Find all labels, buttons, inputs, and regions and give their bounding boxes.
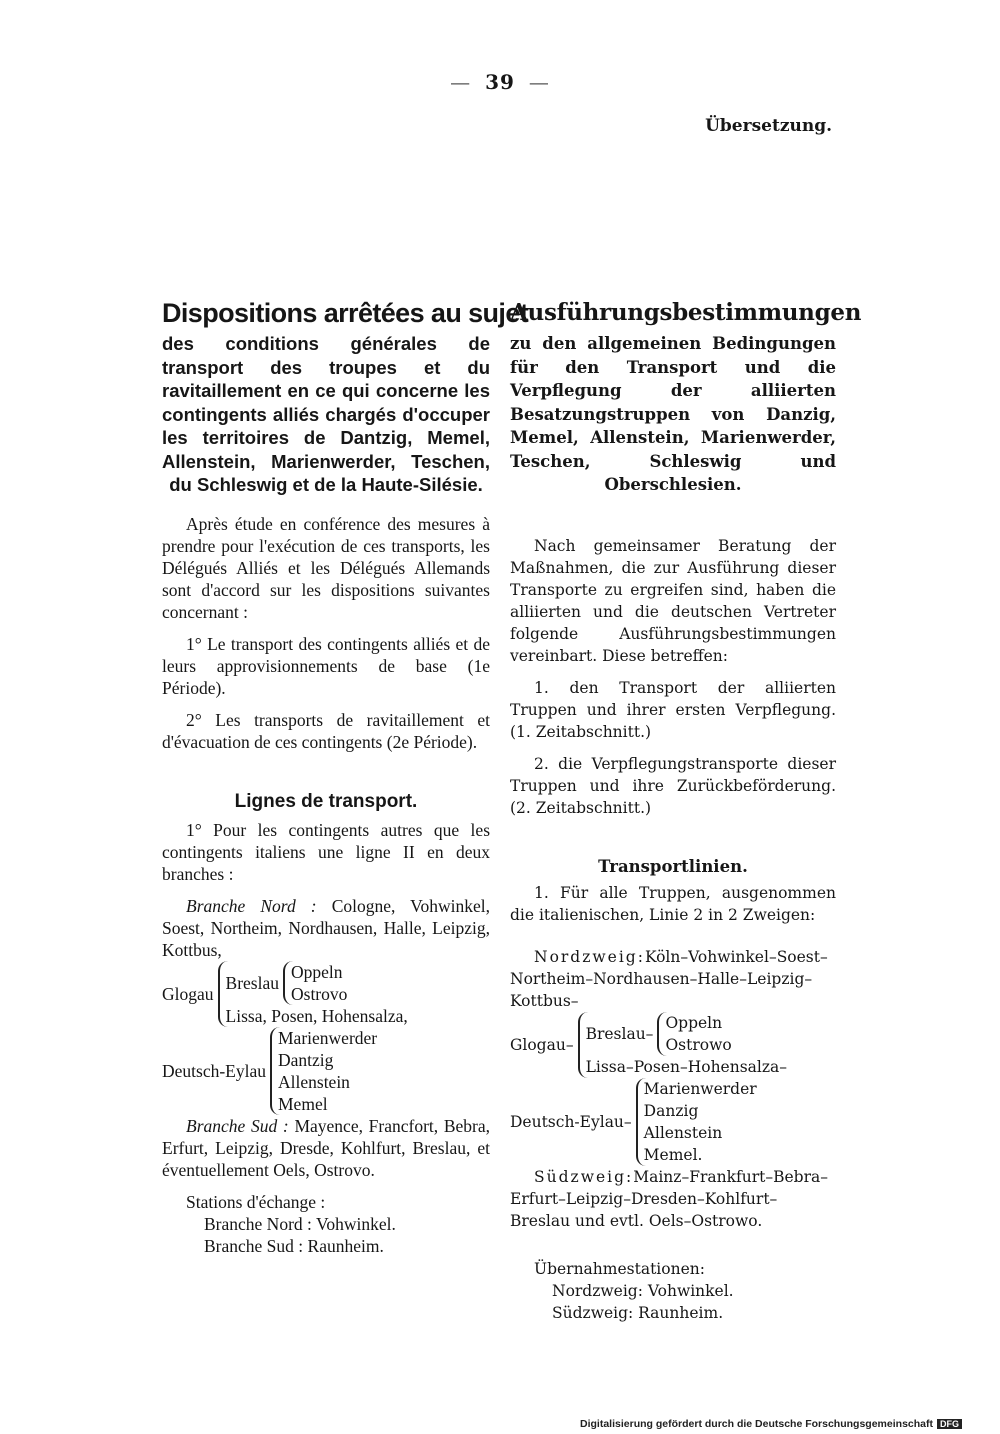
french-item-1: 1° Le transport des contingents alliés et de leurs approvisionnements de base (1e Période). [162, 633, 490, 698]
german-glogau-group [510, 1012, 836, 1078]
german-allenstein: Allenstein [643, 1123, 723, 1142]
dfg-logo: DFG [937, 1419, 962, 1429]
german-branch-nord [510, 946, 836, 1012]
german-lissa-line: Lissa–Posen–Hohensalza– [585, 1057, 788, 1076]
german-glogau-brace [578, 1012, 787, 1078]
german-branch-sud-text: Mainz–Frankfurt–Bebra–Erfurt–Leipzig–Dresden–Kohlfurt–Breslau und evtl. Oels–Ostrowo. [510, 1167, 828, 1230]
german-marienwerder: Marienwerder [643, 1079, 757, 1098]
german-deutsch-eylau: Deutsch-Eylau– [510, 1112, 632, 1131]
french-ostrovo: Ostrovo [291, 983, 348, 1004]
french-memel: Memel [278, 1093, 328, 1114]
french-subtitle: des conditions générales de transport des troupes et du ravitaillement en ce qui concerne les contingents alliés chargés d'occuper les territoires de Dantzig, Memel, Allenstein, Marienwerder, Teschen, du Schleswig et de la Haute-Silésie. [162, 333, 490, 495]
german-section-title: Transportlinien. [598, 856, 748, 876]
french-breslau-group [226, 961, 408, 1005]
page-number [0, 70, 1000, 94]
french-breslau-brace [283, 961, 347, 1005]
german-routes [510, 946, 836, 1232]
french-branch-sud [162, 1115, 490, 1181]
german-station-nord: Nordzweig: Vohwinkel. [552, 1281, 734, 1300]
german-breslau: Breslau– [585, 1024, 654, 1043]
page-number-value: 39 [485, 70, 515, 94]
french-station-sud: Branche Sud : Raunheim. [204, 1235, 384, 1256]
german-station-sud: Südzweig: Raunheim. [552, 1303, 724, 1322]
french-line-intro: 1° Pour les contingents autres que les contingents italiens une ligne II en deux branches : [162, 819, 490, 884]
french-glogau-group [162, 961, 490, 1027]
french-item-2: 2° Les transports de ravitaillement et d'évacuation de ces contingents (2e Période). [162, 709, 490, 752]
french-stations-title: Stations d'échange : [186, 1191, 326, 1212]
translation-label: Übersetzung. [705, 116, 832, 136]
german-item-1: 1. den Transport der alliierten Truppen und ihrer ersten Verpflegung. (1. Zeitabschnitt.) [510, 678, 836, 741]
french-branch-nord [162, 895, 490, 961]
footer-credit [580, 1418, 962, 1430]
german-branch-nord-text: Köln–Vohwinkel–Soest–Northeim–Nordhausen–Halle–Leipzig–Kottbus– [510, 947, 828, 1010]
french-intro: Après étude en conférence des mesures à prendre pour l'exécution de ces transports, les Délégués Alliés et les Délégués Allemands sont d'accord sur les dispositions suivantes concernant : [162, 513, 490, 622]
french-branch-sud-label: Branche Sud : [186, 1115, 289, 1136]
german-stations-title: Übernahmestationen: [534, 1259, 705, 1278]
german-breslau-group [586, 1012, 787, 1056]
german-breslau-brace [657, 1012, 731, 1056]
german-glogau: Glogau– [510, 1035, 574, 1054]
german-deutsch-eylau-brace [636, 1078, 757, 1166]
french-title: Dispositions arrêtées au sujet [162, 298, 529, 328]
french-deutsch-eylau-brace [270, 1027, 377, 1115]
french-breslau: Breslau [225, 972, 279, 993]
german-branch-sud [510, 1166, 836, 1232]
french-routes [162, 895, 490, 1181]
french-oppeln: Oppeln [291, 961, 343, 982]
french-glogau: Glogau [162, 983, 214, 1004]
footer-text: Digitalisierung gefördert durch die Deutsche Forschungsgemeinschaft [580, 1418, 933, 1430]
french-branch-sud-text: Mayence, Francfort, Bebra, Erfurt, Leipzig, Dresde, Kohlfurt, Breslau, et éventuellement Oels, Ostrovo. [162, 1115, 490, 1180]
german-oppeln: Oppeln [665, 1013, 723, 1032]
german-column [510, 298, 862, 1324]
french-deutsch-eylau: Deutsch-Eylau [162, 1060, 266, 1081]
french-column [162, 298, 529, 1257]
french-marienwerder: Marienwerder [278, 1027, 378, 1048]
german-intro: Nach gemeinsamer Beratung der Maßnahmen, die zur Ausführung dieser Transporte zu ergreifen sind, haben die alliierten und die deutschen Vertreter folgende Ausführungsbestimmungen vereinbart. Diese betreffen: [510, 536, 836, 665]
french-branch-nord-label: Branche Nord : [186, 895, 317, 916]
french-glogau-brace [218, 961, 408, 1027]
german-line-intro: 1. Für alle Truppen, ausgenommen die italienischen, Linie 2 in 2 Zweigen: [510, 883, 836, 924]
page-dash-right: — [528, 70, 550, 94]
french-allenstein: Allenstein [278, 1071, 350, 1092]
french-deutsch-eylau-group [162, 1027, 490, 1115]
german-danzig: Danzig [643, 1101, 699, 1120]
german-ostrowo: Ostrowo [665, 1035, 732, 1054]
page-dash-left: — [450, 70, 472, 94]
german-branch-sud-label: Südzweig: [534, 1167, 634, 1186]
german-title: Ausführungsbestimmungen [510, 299, 862, 326]
french-dantzig: Dantzig [278, 1049, 334, 1070]
french-station-nord: Branche Nord : Vohwinkel. [204, 1213, 396, 1234]
french-lissa-line: Lissa, Posen, Hohensalza, [225, 1005, 408, 1026]
german-subtitle: zu den allgemeinen Bedingungen für den Transport und die Verpflegung der alliierten Besatzungstruppen von Danzig, Memel, Allenstein, Marienwerder, Teschen, Schleswig und Oberschlesien. [510, 334, 836, 494]
german-branch-nord-label: Nordzweig: [534, 947, 645, 966]
german-deutsch-eylau-group [510, 1078, 836, 1166]
german-item-2: 2. die Verpflegungstransporte dieser Truppen und ihre Zurückbeförderung. (2. Zeitabschnitt.) [510, 754, 836, 817]
german-memel: Memel. [643, 1145, 703, 1164]
french-branch-nord-text: Cologne, Vohwinkel, Soest, Northeim, Nordhausen, Halle, Leipzig, Kottbus, [162, 895, 491, 960]
french-section-title: Lignes de transport. [234, 790, 418, 812]
